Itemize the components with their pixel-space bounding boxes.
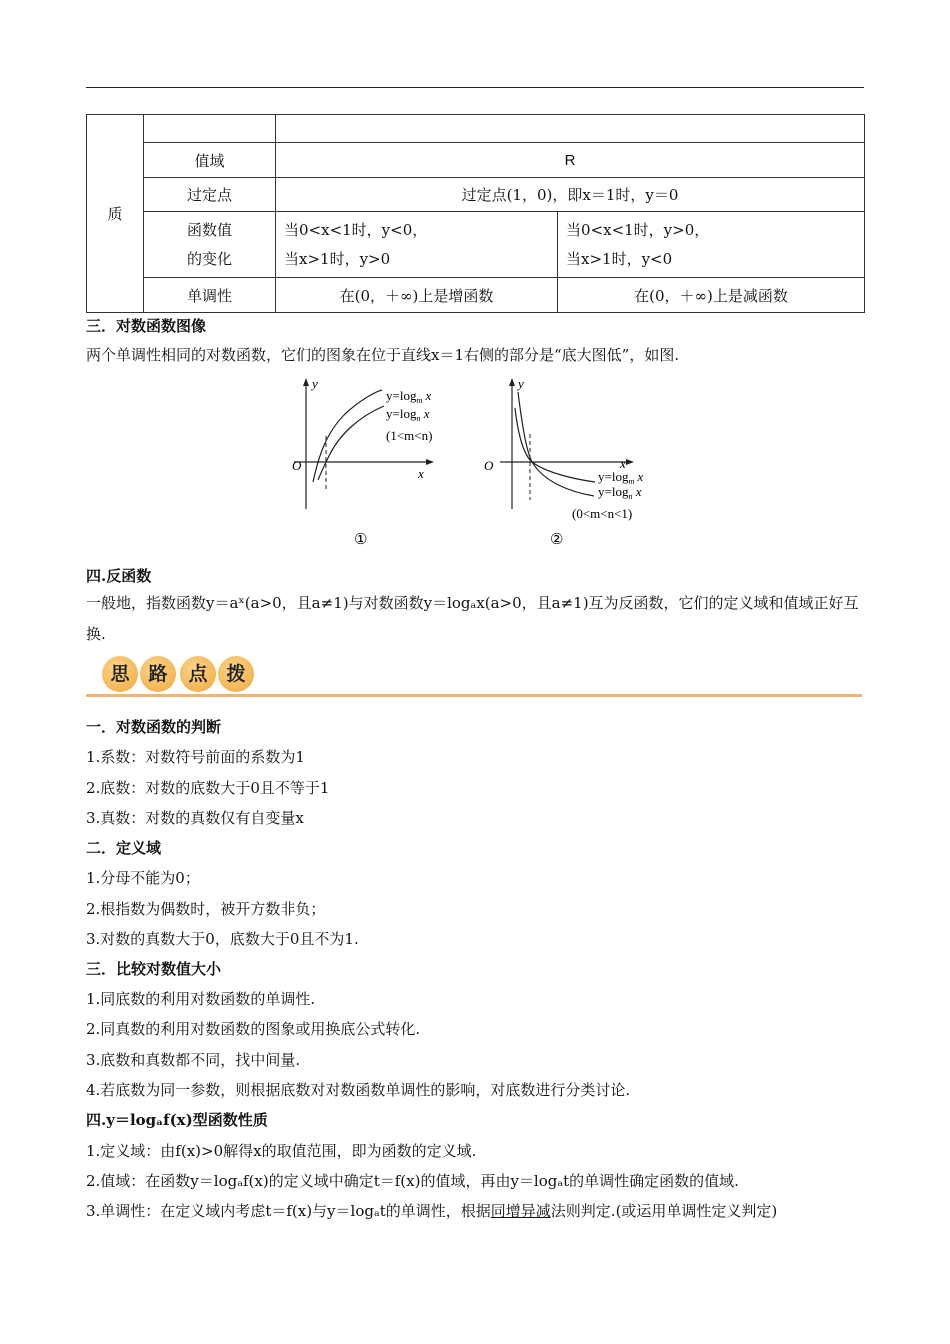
y-label: y <box>312 376 318 391</box>
mono-decreasing: 在(0，＋∞)上是减函数 <box>558 278 865 313</box>
tips-heading-1: 一．对数函数的判断 <box>86 718 222 736</box>
rule-underlined: 同增异减 <box>490 1202 551 1220</box>
empty-cell <box>276 115 865 143</box>
section-inverse-text: 一般地，指数函数y＝aˣ(a>0，且a≠1)与对数函数y＝logₐx(a>0，且a≠1)互为反函数，它们的定义域和值域正好互换. <box>86 594 859 643</box>
tips-heading-3: 三．比较对数值大小 <box>86 960 222 978</box>
banner-char: 点 <box>180 656 216 692</box>
section-inverse-heading: 四.反函数 <box>86 567 152 585</box>
label-log-m: $y=\log_m$ x <box>598 469 644 486</box>
condition-label: (1<m<n) <box>386 428 433 443</box>
change-increasing: 当0<x<1时，y<0， 当x>1时，y>0 <box>276 212 558 278</box>
label-log-n: $y=\log_n$ x <box>386 406 430 423</box>
tips-line: 2.同真数的利用对数函数的图象或用换底公式转化. <box>86 1020 421 1038</box>
row-value: 过定点(1，0)，即x＝1时，y＝0 <box>276 178 865 212</box>
tips-line: 3.底数和真数都不同，找中间量. <box>86 1051 301 1069</box>
condition-label: (0<m<n<1) <box>572 506 633 521</box>
tips-line: 1.同底数的利用对数函数的单调性. <box>86 990 316 1008</box>
banner-divider <box>86 694 862 697</box>
tips-line: 2.值域：在函数y＝logₐf(x)的定义域中确定t＝f(x)的值域，再由y＝logₐt的单调性确定函数的值域. <box>86 1172 739 1190</box>
tips-line: 3.单调性：在定义域内考虑t＝f(x)与y＝logₐt的单调性，根据同增异减法则判定.(或运用单调性定义判定) <box>86 1202 778 1220</box>
label-log-n: $y=\log_n$ x <box>598 484 642 501</box>
section-graphs-heading: 三．对数函数图像 <box>86 317 207 335</box>
y-arrow <box>509 378 515 386</box>
row-label: 过定点 <box>144 178 276 212</box>
tips-line: 1.分母不能为0； <box>86 869 200 887</box>
section-graphs-text: 两个单调性相同的对数函数，它们的图象在位于直线x＝1右侧的部分是“底大图低”，如图. <box>86 346 680 364</box>
curve-log-n <box>318 406 384 480</box>
x-label: x <box>620 456 626 471</box>
row-label: 值域 <box>144 143 276 178</box>
origin-label: O <box>292 458 302 473</box>
header-rule <box>86 87 864 88</box>
banner-char: 思 <box>102 656 138 692</box>
side-label: 质 <box>87 115 144 313</box>
change-label: 函数值 的变化 <box>144 212 276 278</box>
y-label: y <box>518 376 524 391</box>
label-log-m: $y=\log_m$ x <box>386 388 432 405</box>
mono-label: 单调性 <box>144 278 276 313</box>
change-decreasing: 当0<x<1时，y>0， 当x>1时，y<0 <box>558 212 865 278</box>
figure-caption: ① <box>354 530 368 548</box>
x-arrow <box>426 459 434 465</box>
tips-line: 2.底数：对数的底数大于0且不等于1 <box>86 779 330 797</box>
origin-label: O <box>484 458 494 473</box>
banner-char: 拨 <box>218 656 254 692</box>
figure-increasing-logs <box>280 374 460 554</box>
tips-line: 3.真数：对数的真数仅有自变量x <box>86 809 304 827</box>
banner-char: 路 <box>140 656 176 692</box>
tips-line: 2.根指数为偶数时，被开方数非负； <box>86 900 326 918</box>
x-label: x <box>418 466 424 481</box>
tips-line: 3.对数的真数大于0，底数大于0且不为1. <box>86 930 359 948</box>
tips-heading-2: 二．定义域 <box>86 839 162 857</box>
tips-line: 4.若底数为同一参数，则根据底数对对数函数单调性的影响，对底数进行分类讨论. <box>86 1081 631 1099</box>
x-arrow <box>626 459 634 465</box>
figure-decreasing-logs <box>470 374 670 554</box>
mono-increasing: 在(0，＋∞)上是增函数 <box>276 278 558 313</box>
tips-line: 1.系数：对数符号前面的系数为1 <box>86 748 305 766</box>
tips-line: 1.定义域：由f(x)>0解得x的取值范围，即为函数的定义域. <box>86 1142 477 1160</box>
empty-cell <box>144 115 276 143</box>
row-value: R <box>276 143 865 178</box>
tips-heading-4: 四.y＝logₐf(x)型函数性质 <box>86 1111 268 1129</box>
properties-table <box>86 114 865 313</box>
y-arrow <box>303 378 309 386</box>
figure-caption: ② <box>550 530 564 548</box>
